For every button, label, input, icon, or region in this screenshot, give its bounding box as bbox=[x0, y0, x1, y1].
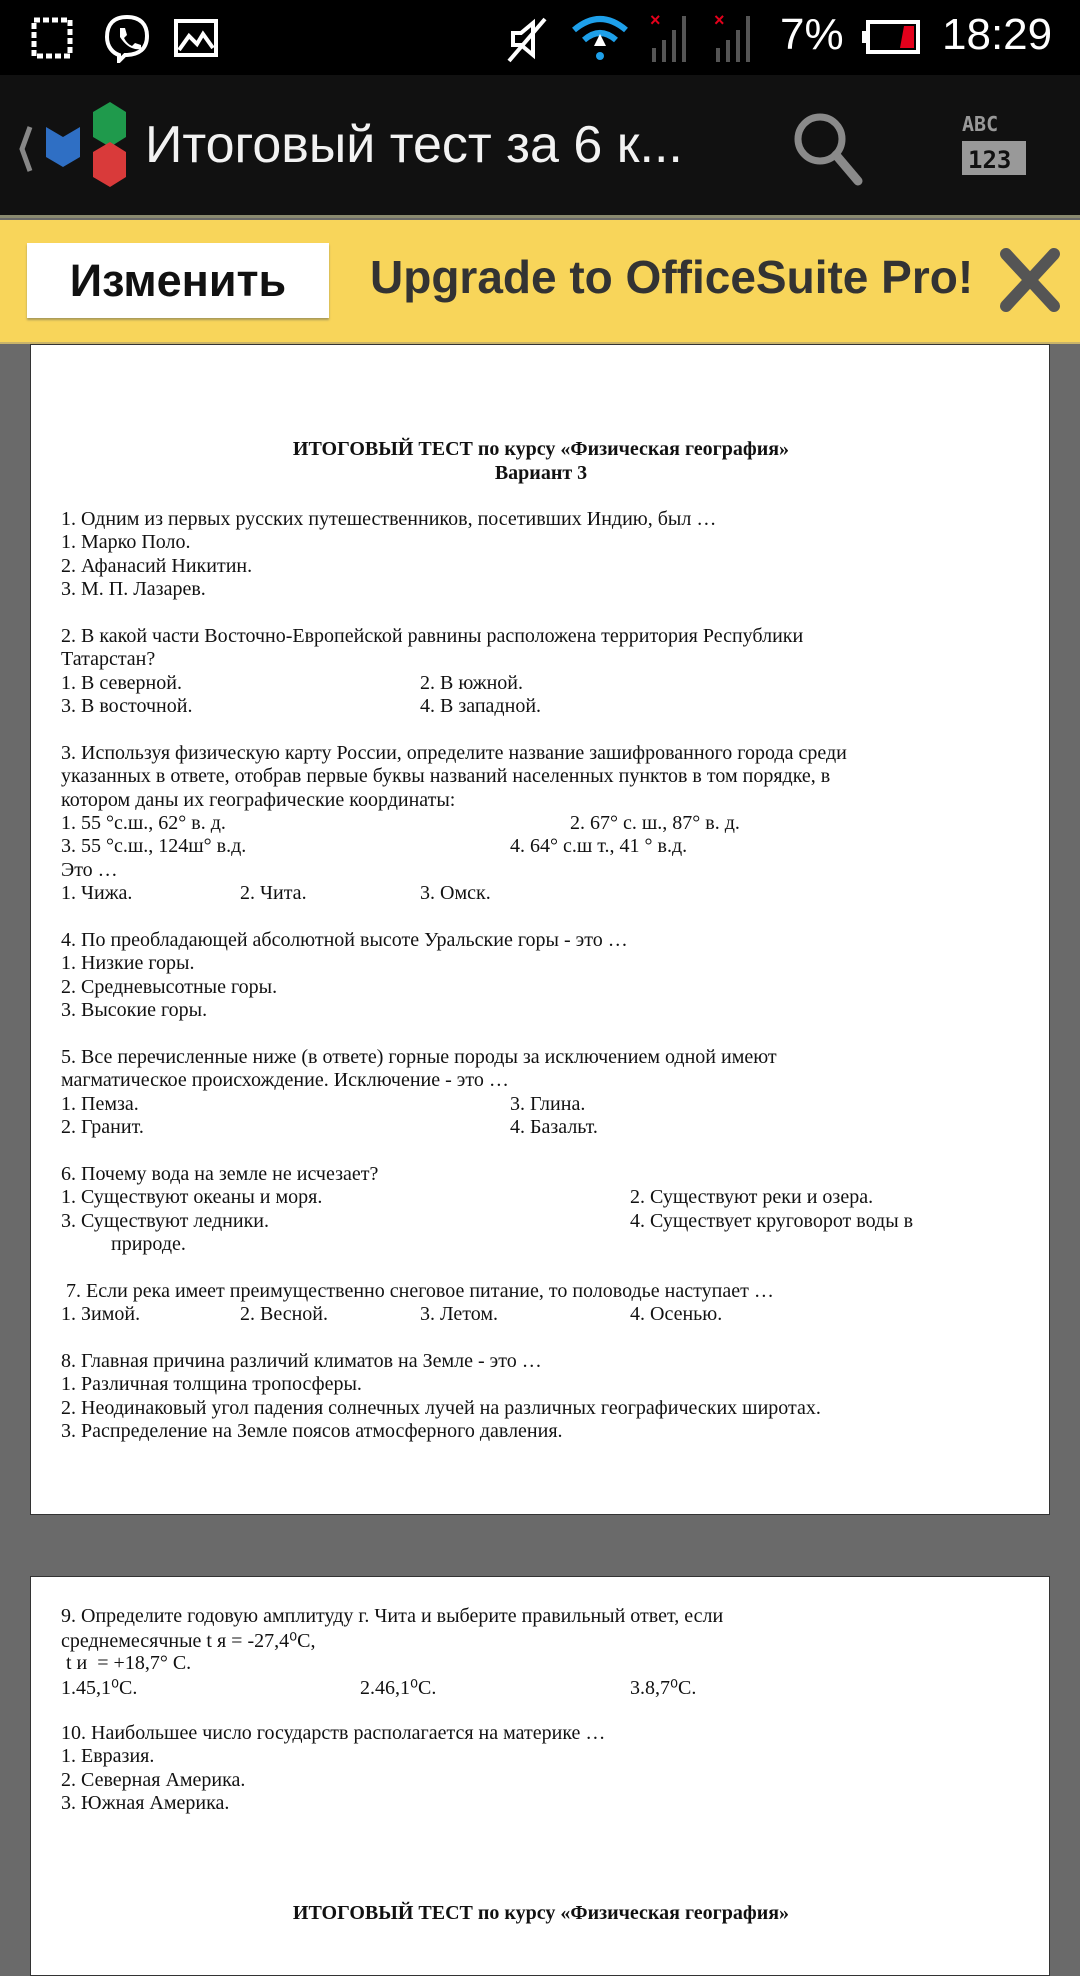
wifi-icon bbox=[570, 12, 630, 62]
doc-title-repeat: ИТОГОВЫЙ ТЕСТ по курсу «Физическая география» bbox=[292, 1902, 790, 1924]
document-page-1: ИТОГОВЫЙ ТЕСТ по курсу «Физическая география» Вариант 3 1. Одним из первых русских путешественников, посетивших Индию, был … 1. Марко Поло. 2. Афанасий Никитин. 3. М. П. Лазарев. 2. В какой части Восточно-Европейской равнины расположена территория Республики Татарстан? 1. В северной. 2. В южной. 3. В восточной. 4. В западной. 3. Используя физическую карту России, определите название зашифрованного города среди указанных в ответе, отобрав первые буквы названий населенных пунктов в том порядке, в котором даны их географические координаты: 1. 55 °с.ш., 62° в. д. 2. 67° с. ш., 87° в. д. 3. 55 °с.ш., 124ш° в.д. 4. 64° с.ш т., 41 ° в.д. Это … 1. Чижа. 2. Чита. 3. Омск. 4. По преобладающей абсолютной высоте Уральские горы - это … 1. Низкие горы. 2. Средневысотные горы. 3. Высокие горы. 5. Все перечисленные ниже (в ответе) горные породы за исключением одной имеют магматическое происхождение. Исключение - это … 1. Пемза. 3. Глина. 2. Гранит. 4. Базальт. 6. Почему вода на земле не исчезает? 1. Существуют океаны и моря. 2. Существуют реки и озера. 3. Существуют ледники. 4. Существует круговорот воды в природе. 7. Если река имеет преимущественно снеговое питание, то половодье наступает … 1. Зимой. 2. Весной. 3. Летом. 4. Осенью. 8. Главная причина различий климатов на Земле - это … 1. Различная толщина тропосферы. 2. Неодинаковый угол падения солнечных лучей на различных географических широтах. 3. Распределение на Земле поясов атмосферного давления. bbox=[30, 344, 1050, 1515]
svg-text:123: 123 bbox=[968, 146, 1012, 174]
edit-button[interactable]: Изменить bbox=[27, 243, 329, 318]
search-icon[interactable] bbox=[788, 107, 868, 187]
doc-title: ИТОГОВЫЙ ТЕСТ по курсу «Физическая география» bbox=[292, 438, 790, 460]
svg-text:×: × bbox=[714, 12, 725, 30]
battery-icon bbox=[862, 20, 922, 56]
app-notification-icon bbox=[30, 16, 75, 61]
back-officesuite-logo-button[interactable] bbox=[8, 97, 138, 197]
upgrade-banner bbox=[0, 220, 1080, 344]
svg-text:ABC: ABC bbox=[962, 113, 999, 136]
viber-icon bbox=[103, 13, 151, 63]
clock: 18:29 bbox=[942, 10, 1053, 59]
signal-icon bbox=[648, 12, 768, 62]
svg-text:×: × bbox=[650, 12, 661, 30]
text-mode-icon[interactable] bbox=[960, 113, 1030, 183]
app-bar bbox=[0, 75, 1080, 218]
document-title: Итоговый тест за 6 к... bbox=[145, 116, 683, 174]
battery-percent: 7% bbox=[780, 10, 844, 59]
close-icon[interactable] bbox=[1000, 248, 1060, 314]
status-bar bbox=[0, 0, 1080, 75]
gallery-icon bbox=[173, 18, 219, 58]
doc-variant: Вариант 3 bbox=[494, 462, 588, 484]
document-page-2: 9. Определите годовую амплитуду г. Чита и выберите правильный ответ, если среднемесячные t я = -27,4⁰С, t и = +18,7° С. 1.45,1⁰С. 2.46,1⁰С. 3.8,7⁰С. 10. Наибольшее число государств располагается на материке … 1. Евразия. 2. Северная Америка. 3. Южная Америка. ИТОГОВЫЙ ТЕСТ по курсу «Физическая география» bbox=[30, 1576, 1050, 1976]
upgrade-link[interactable]: Upgrade to OfficeSuite Pro! bbox=[370, 251, 974, 303]
question-text: Татарстан? bbox=[61, 648, 156, 670]
mute-icon bbox=[505, 15, 553, 63]
